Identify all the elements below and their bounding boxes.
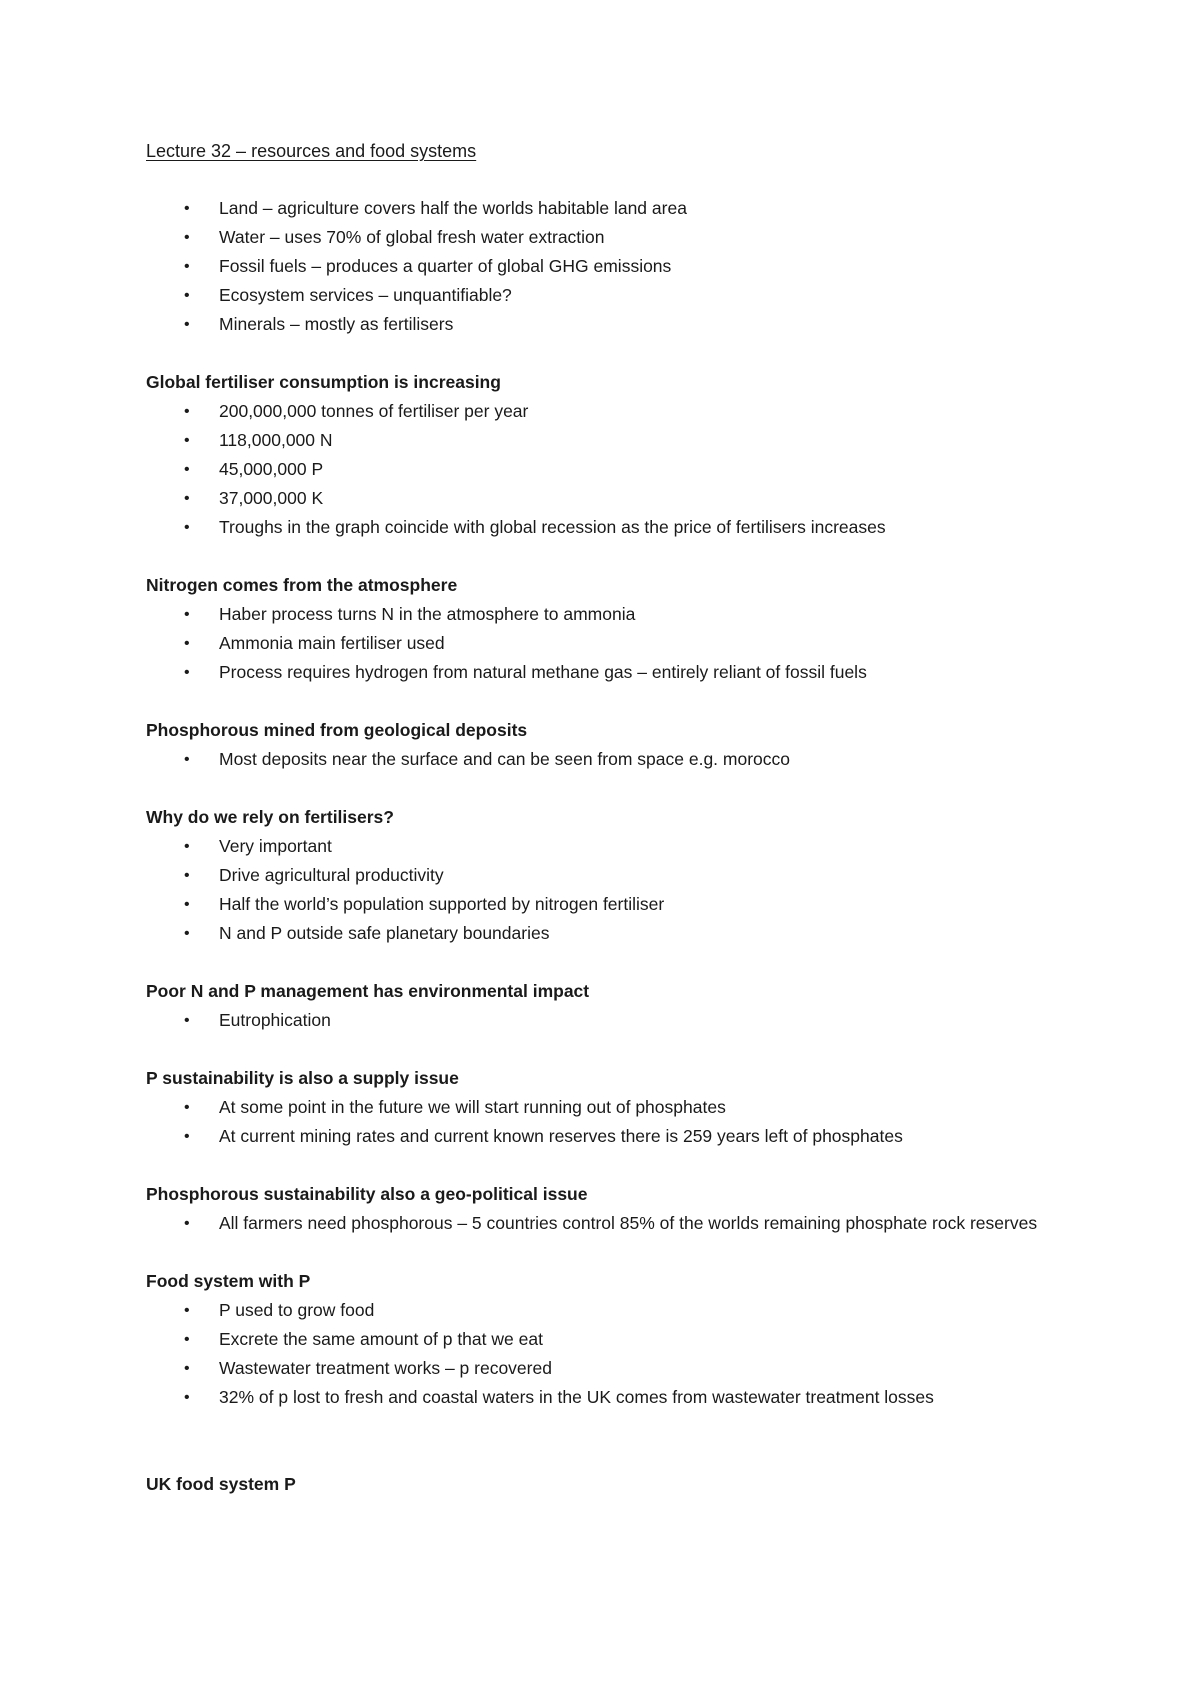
section-phosphorous-mined bbox=[146, 716, 1086, 774]
document-page bbox=[146, 136, 1086, 1499]
bullet-icon: • bbox=[184, 403, 190, 420]
bullet-icon: • bbox=[184, 867, 190, 884]
section-geo-political bbox=[146, 1180, 1086, 1238]
section-list bbox=[146, 745, 1086, 774]
section-list bbox=[146, 1209, 1086, 1238]
section-environmental-impact bbox=[146, 977, 1086, 1035]
bullet-icon: • bbox=[184, 461, 190, 478]
section-heading: Nitrogen comes from the atmosphere bbox=[146, 575, 458, 595]
page-title: Lecture 32 – resources and food systems bbox=[146, 141, 477, 161]
list-item: • Most deposits near the surface and can be seen from space e.g. morocco bbox=[146, 745, 1086, 774]
list-item: • 118,000,000 N bbox=[146, 426, 1086, 455]
bullet-icon: • bbox=[184, 229, 190, 246]
list-item: • Wastewater treatment works – p recovered bbox=[146, 1354, 1086, 1383]
list-item: • Water – uses 70% of global fresh water extraction bbox=[146, 223, 1086, 252]
final-heading: UK food system P bbox=[146, 1474, 296, 1494]
bullet-icon: • bbox=[184, 925, 190, 942]
section-heading: Global fertiliser consumption is increasing bbox=[146, 372, 501, 392]
section-heading: Phosphorous sustainability also a geo-political issue bbox=[146, 1184, 588, 1204]
bullet-icon: • bbox=[184, 664, 190, 681]
section-heading: P sustainability is also a supply issue bbox=[146, 1068, 459, 1088]
bullet-icon: • bbox=[184, 490, 190, 507]
bullet-icon: • bbox=[184, 606, 190, 623]
section-list bbox=[146, 1093, 1086, 1151]
list-item: • Land – agriculture covers half the worlds habitable land area bbox=[146, 194, 1086, 223]
bullet-icon: • bbox=[184, 838, 190, 855]
intro-list bbox=[146, 194, 1086, 339]
list-item: • 37,000,000 K bbox=[146, 484, 1086, 513]
bullet-icon: • bbox=[184, 896, 190, 913]
list-item: • At current mining rates and current known reserves there is 259 years left of phosphates bbox=[146, 1122, 1086, 1151]
list-item: • P used to grow food bbox=[146, 1296, 1086, 1325]
section-heading: Food system with P bbox=[146, 1271, 311, 1291]
section-fertiliser-consumption bbox=[146, 368, 1086, 542]
bullet-icon: • bbox=[184, 432, 190, 449]
list-item: • At some point in the future we will start running out of phosphates bbox=[146, 1093, 1086, 1122]
section-heading: Poor N and P management has environmental impact bbox=[146, 981, 590, 1001]
list-item: • 200,000,000 tonnes of fertiliser per year bbox=[146, 397, 1086, 426]
list-item: • Haber process turns N in the atmosphere to ammonia bbox=[146, 600, 1086, 629]
section-food-system bbox=[146, 1267, 1086, 1412]
list-item: • Minerals – mostly as fertilisers bbox=[146, 310, 1086, 339]
bullet-icon: • bbox=[184, 1360, 190, 1377]
section-heading: Why do we rely on fertilisers? bbox=[146, 807, 394, 827]
list-item: • Ecosystem services – unquantifiable? bbox=[146, 281, 1086, 310]
list-item: • Troughs in the graph coincide with global recession as the price of fertilisers increases bbox=[146, 513, 1086, 542]
bullet-icon: • bbox=[184, 200, 190, 217]
list-item: • Excrete the same amount of p that we eat bbox=[146, 1325, 1086, 1354]
bullet-icon: • bbox=[184, 519, 190, 536]
bullet-icon: • bbox=[184, 635, 190, 652]
bullet-icon: • bbox=[184, 258, 190, 275]
list-item: • Ammonia main fertiliser used bbox=[146, 629, 1086, 658]
section-nitrogen bbox=[146, 571, 1086, 687]
bullet-icon: • bbox=[184, 287, 190, 304]
section-list bbox=[146, 600, 1086, 687]
bullet-icon: • bbox=[184, 1012, 190, 1029]
bullet-icon: • bbox=[184, 1302, 190, 1319]
section-list bbox=[146, 1296, 1086, 1412]
list-item: • Very important bbox=[146, 832, 1086, 861]
list-item: • All farmers need phosphorous – 5 countries control 85% of the worlds remaining phosphate rock reserves bbox=[146, 1209, 1086, 1238]
list-item: • Half the world’s population supported by nitrogen fertiliser bbox=[146, 890, 1086, 919]
list-item: • 32% of p lost to fresh and coastal waters in the UK comes from wastewater treatment losses bbox=[146, 1383, 1086, 1412]
list-item: • Drive agricultural productivity bbox=[146, 861, 1086, 890]
bullet-icon: • bbox=[184, 316, 190, 333]
list-item: • Fossil fuels – produces a quarter of global GHG emissions bbox=[146, 252, 1086, 281]
section-list bbox=[146, 832, 1086, 948]
bullet-icon: • bbox=[184, 751, 190, 768]
bullet-icon: • bbox=[184, 1215, 190, 1232]
section-list bbox=[146, 1006, 1086, 1035]
list-item: • N and P outside safe planetary boundaries bbox=[146, 919, 1086, 948]
section-heading: Phosphorous mined from geological deposits bbox=[146, 720, 528, 740]
bullet-icon: • bbox=[184, 1128, 190, 1145]
section-list bbox=[146, 397, 1086, 542]
list-item: • 45,000,000 P bbox=[146, 455, 1086, 484]
bullet-icon: • bbox=[184, 1099, 190, 1116]
list-item: • Eutrophication bbox=[146, 1006, 1086, 1035]
section-why-fertilisers bbox=[146, 803, 1086, 948]
bullet-icon: • bbox=[184, 1389, 190, 1406]
bullet-icon: • bbox=[184, 1331, 190, 1348]
section-supply-issue bbox=[146, 1064, 1086, 1151]
list-item: • Process requires hydrogen from natural methane gas – entirely reliant of fossil fuels bbox=[146, 658, 1086, 687]
